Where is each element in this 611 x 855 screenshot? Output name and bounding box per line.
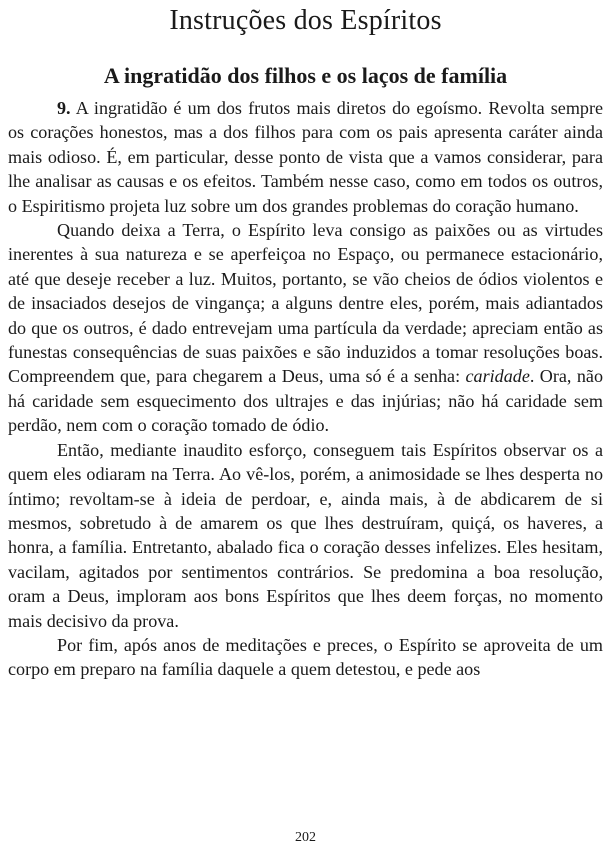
chapter-subtitle: A ingratidão dos filhos e os laços de família bbox=[103, 63, 508, 88]
paragraph-text: . Ora, não há caridade sem esquecimento dos ultrajes e das injúrias; não há caridade sem perdão, nem com o coração tomado de ódio. bbox=[8, 366, 603, 436]
paragraph-3 bbox=[8, 438, 603, 633]
paragraph-text: Por fim, após anos de meditações e preces, o Espírito se aproveita de um corpo em preparo na família daquele a quem detestou, e pede aos bbox=[8, 634, 603, 680]
emphasis-word: caridade bbox=[465, 366, 530, 387]
paragraph-9 bbox=[8, 96, 603, 218]
paragraph-text: A ingratidão é um dos frutos mais diretos do egoísmo. Revolta sempre os corações honestos, mas a dos filhos para com os pais apresenta caráter ainda mais odioso. É, em particular, desse ponto de vista que a vamos considerar, para lhe analisar as causas e os efeitos. Também nesse caso, como em todos os outros, o Espiritismo projeta luz sobre um dos grandes problemas do coração humano. bbox=[8, 98, 603, 216]
paragraph-number: 9. bbox=[57, 98, 71, 118]
page-number: 202 bbox=[295, 830, 316, 845]
paragraph-text: Quando deixa a Terra, o Espírito leva consigo as paixões ou as virtudes inerentes à sua natureza e se aperfeiçoa no Espaço, ou permanece estacionário, até que deseje receber a luz. Muitos, portanto, se vão cheios de ódios violentos e de insaciados desejos de vingança; a alguns dentre eles, porém, mais adiantados do que os outros, é dado entrevejam uma partícula da verdade; apreciam então as funestas consequências de suas paixões e são induzidos a tomar resoluções boas. Compreendem que, para chegarem a Deus, uma só é a senha: bbox=[8, 220, 603, 387]
paragraph-2 bbox=[8, 218, 603, 438]
paragraph-4 bbox=[8, 633, 603, 682]
section-title: Instruções dos Espíritos bbox=[169, 5, 442, 36]
paragraph-text: Então, mediante inaudito esforço, conseguem tais Espíritos observar os a quem eles odiaram na Terra. Ao vê-los, porém, a animosidade se lhes desperta no íntimo; revoltam-se à ideia de perdoar, e, ainda mais, à de abdicarem de si mesmos, sobretudo à de amarem os que lhes destruíram, quiçá, os haveres, a honra, a família. Entretanto, abalado fica o coração desses infelizes. Eles hesitam, vacilam, agitados por sentimentos contrários. Se predomina a boa resolução, oram a Deus, imploram aos bons Espíritos que lhes deem forças, no momento mais decisivo da prova. bbox=[8, 439, 603, 631]
body-text bbox=[8, 96, 603, 682]
